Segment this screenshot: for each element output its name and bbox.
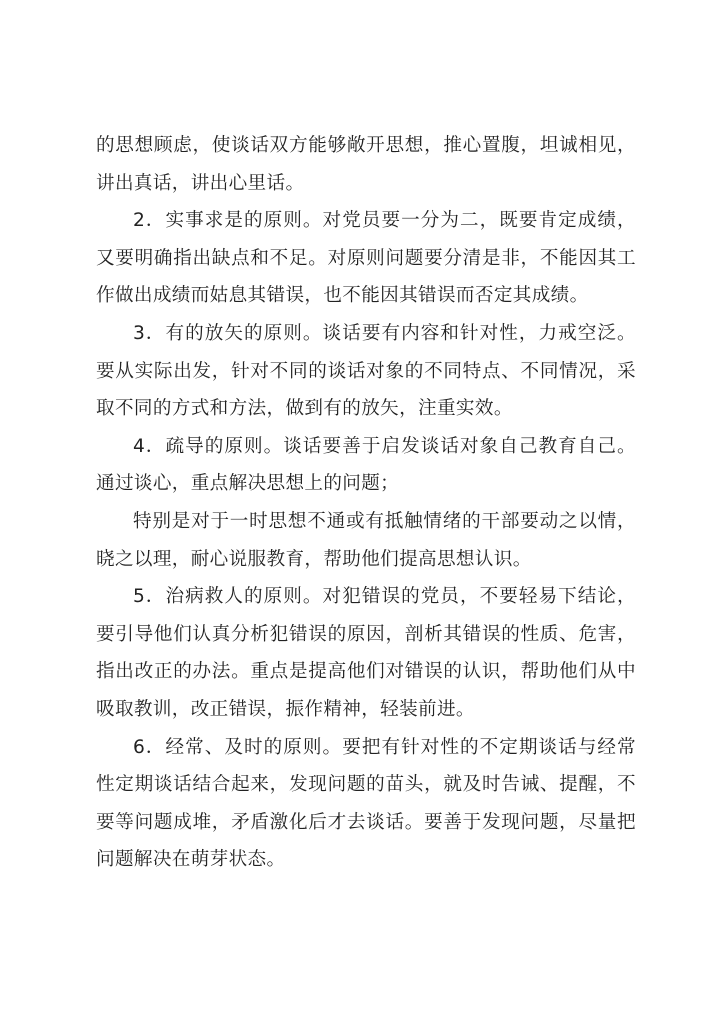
paragraph-principle-2: 2．实事求是的原则。对党员要一分为二，既要肯定成绩，又要明确指出缺点和不足。对原则问题要分清是非，不能因其工作做出成绩而姑息其错误，也不能因其错误而否定其成绩。 — [96, 210, 636, 307]
paragraph-principle-6: 6．经常、及时的原则。要把有针对性的不定期谈话与经常性定期谈话结合起来，发现问题的苗头，就及时告诫、提醒，不要等问题成堆，矛盾激化后才去谈话。要善于发现问题，尽量把问题解决在萌芽状态。 — [96, 736, 636, 871]
paragraph-principle-4-continued: 特别是对于一时思想不通或有抵触情绪的干部要动之以情，晓之以理，耐心说服教育，帮助他们提高思想认识。 — [96, 510, 636, 570]
document-body — [96, 127, 636, 879]
paragraph-principle-4: 4．疏导的原则。谈话要善于启发谈话对象自己教育自己。通过谈心，重点解决思想上的问题； — [96, 435, 636, 495]
paragraph-principle-3: 3．有的放矢的原则。谈话要有内容和针对性，力戒空泛。要从实际出发，针对不同的谈话对象的不同特点、不同情况，采取不同的方式和方法，做到有的放矢，注重实效。 — [96, 322, 636, 420]
paragraph-principle-5: 5．治病救人的原则。对犯错误的党员，不要轻易下结论，要引导他们认真分析犯错误的原因，剖析其错误的性质、危害，指出改正的办法。重点是提高他们对错误的认识，帮助他们从中吸取教训，改正错误，振作精神，轻装前进。 — [96, 586, 636, 720]
paragraph-continuation: 的思想顾虑，使谈话双方能够敞开思想，推心置腹，坦诚相见，讲出真话，讲出心里话。 — [96, 135, 636, 194]
